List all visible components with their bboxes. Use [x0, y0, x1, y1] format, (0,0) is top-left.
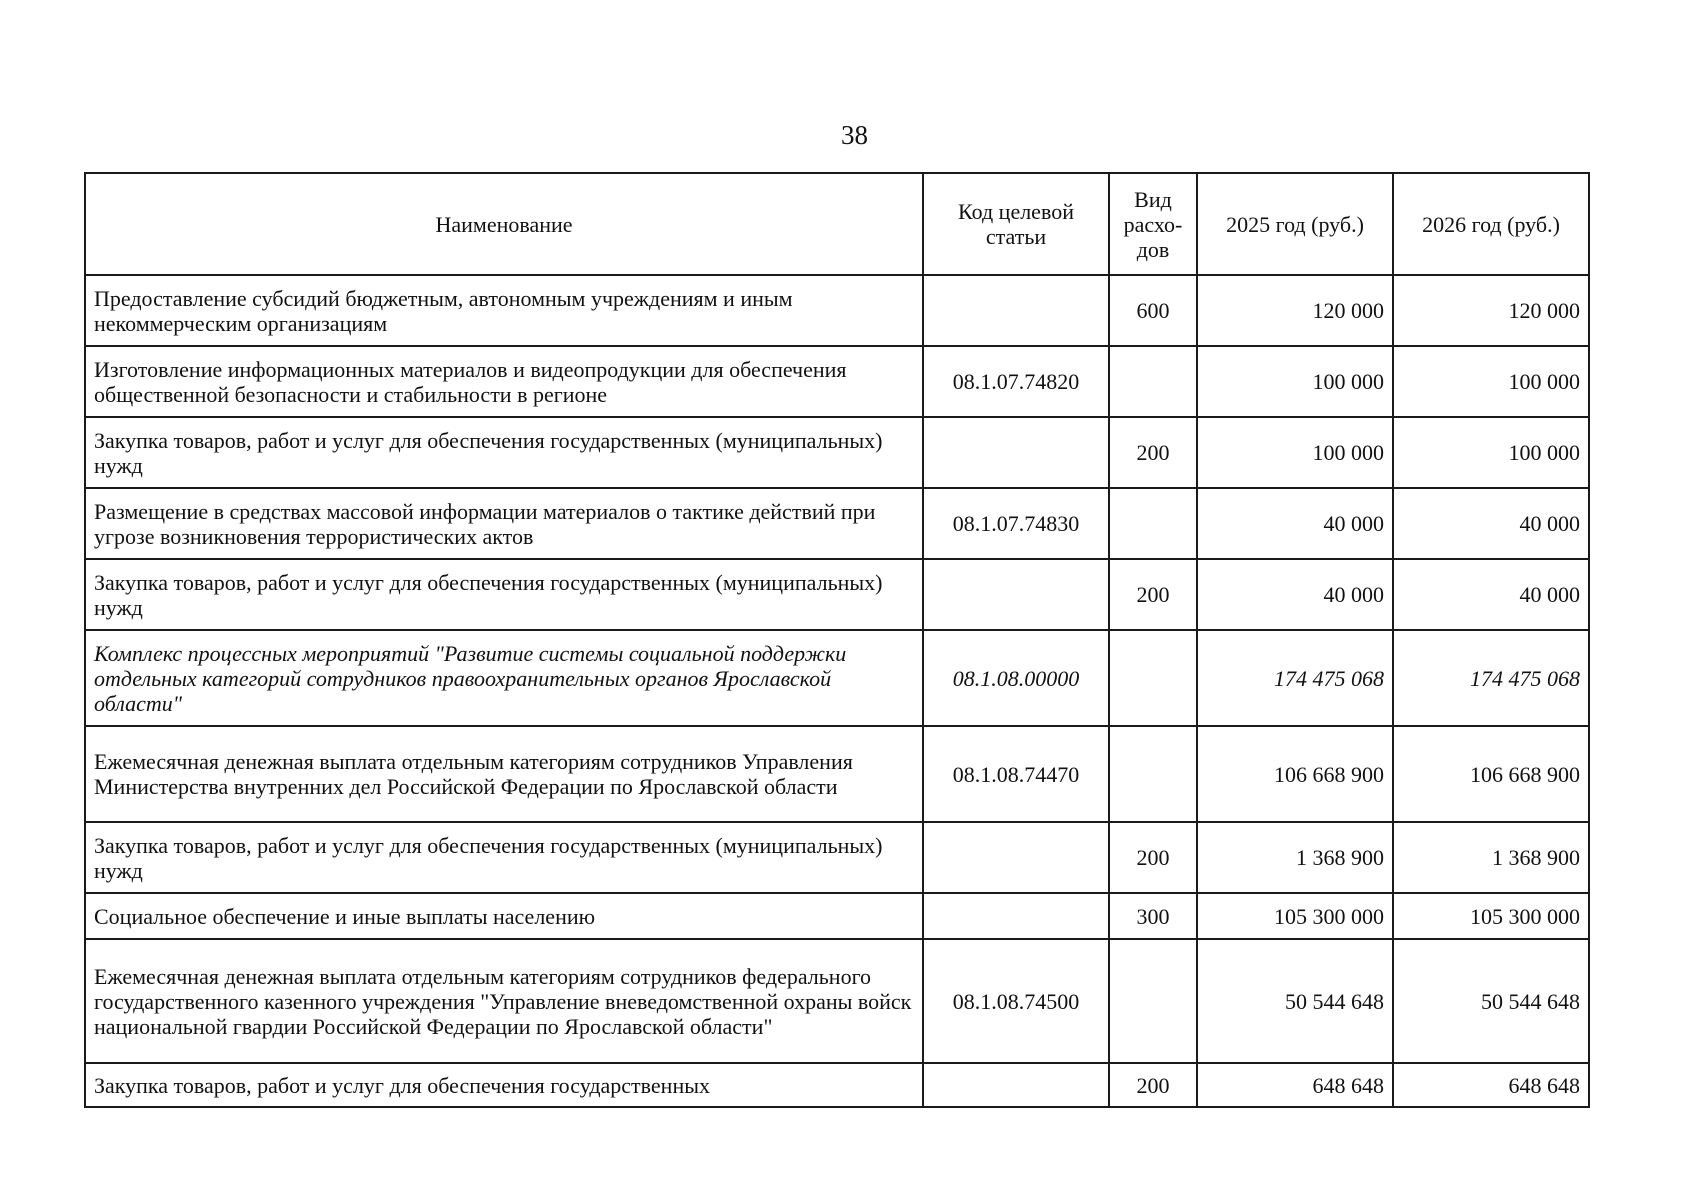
- row-kind: 300: [1109, 893, 1197, 939]
- row-2025: 100 000: [1197, 417, 1393, 488]
- row-kind: [1109, 346, 1197, 417]
- row-name: Комплекс процессных мероприятий "Развитие системы социальной поддержки отдельных категорий сотрудников правоохранительных органов Ярославской области": [85, 630, 923, 726]
- row-kind: [1109, 630, 1197, 726]
- table-row: [85, 822, 1589, 893]
- row-2025: 40 000: [1197, 559, 1393, 630]
- row-kind: 200: [1109, 559, 1197, 630]
- row-name: Социальное обеспечение и иные выплаты населению: [85, 893, 923, 939]
- row-2026: 106 668 900: [1393, 726, 1589, 822]
- row-2026: 174 475 068: [1393, 630, 1589, 726]
- header-2026: 2026 год (руб.): [1393, 173, 1589, 275]
- row-name: Размещение в средствах массовой информации материалов о тактике действий при угрозе возникновения террористических актов: [85, 488, 923, 559]
- header-name: Наименование: [85, 173, 923, 275]
- row-2025: 40 000: [1197, 488, 1393, 559]
- row-2026: 40 000: [1393, 488, 1589, 559]
- row-2025: 100 000: [1197, 346, 1393, 417]
- row-2025: 106 668 900: [1197, 726, 1393, 822]
- row-code: [923, 822, 1109, 893]
- row-name: Ежемесячная денежная выплата отдельным категориям сотрудников Управления Министерства внутренних дел Российской Федерации по Ярославской области: [85, 726, 923, 822]
- row-2025: 1 368 900: [1197, 822, 1393, 893]
- row-2026: 105 300 000: [1393, 893, 1589, 939]
- table-row: [85, 893, 1589, 939]
- table-body: [85, 275, 1589, 1107]
- row-name: Изготовление информационных материалов и видеопродукции для обеспечения общественной безопасности и стабильности в регионе: [85, 346, 923, 417]
- row-kind: [1109, 939, 1197, 1063]
- row-code: [923, 1063, 1109, 1107]
- row-name: Закупка товаров, работ и услуг для обеспечения государственных (муниципальных) нужд: [85, 417, 923, 488]
- row-kind: 200: [1109, 822, 1197, 893]
- row-code: [923, 275, 1109, 346]
- table-row: [85, 417, 1589, 488]
- row-code: 08.1.08.74470: [923, 726, 1109, 822]
- row-kind: [1109, 488, 1197, 559]
- row-2025: 648 648: [1197, 1063, 1393, 1107]
- table-row: [85, 726, 1589, 822]
- row-name: Ежемесячная денежная выплата отдельным категориям сотрудников федерального государственного казенного учреждения "Управление вневедомственной охраны войск национальной гвардии Российской Федерации по Ярославской области": [85, 939, 923, 1063]
- row-name: Закупка товаров, работ и услуг для обеспечения государственных: [85, 1063, 923, 1107]
- row-2026: 648 648: [1393, 1063, 1589, 1107]
- row-2025: 174 475 068: [1197, 630, 1393, 726]
- table-row: [85, 1063, 1589, 1107]
- row-code: [923, 417, 1109, 488]
- row-2025: 50 544 648: [1197, 939, 1393, 1063]
- row-2026: 100 000: [1393, 346, 1589, 417]
- row-code: 08.1.07.74830: [923, 488, 1109, 559]
- row-kind: [1109, 726, 1197, 822]
- row-kind: 600: [1109, 275, 1197, 346]
- table-row: [85, 275, 1589, 346]
- table-row: [85, 939, 1589, 1063]
- header-code: Код целевой статьи: [923, 173, 1109, 275]
- row-2026: 50 544 648: [1393, 939, 1589, 1063]
- header-2025: 2025 год (руб.): [1197, 173, 1393, 275]
- row-2026: 100 000: [1393, 417, 1589, 488]
- table-row: [85, 559, 1589, 630]
- row-name: Закупка товаров, работ и услуг для обеспечения государственных (муниципальных) нужд: [85, 822, 923, 893]
- row-code: 08.1.08.74500: [923, 939, 1109, 1063]
- row-code: [923, 893, 1109, 939]
- budget-table: [84, 172, 1590, 1108]
- row-2025: 120 000: [1197, 275, 1393, 346]
- table-row: [85, 630, 1589, 726]
- table-row: [85, 346, 1589, 417]
- row-code: 08.1.07.74820: [923, 346, 1109, 417]
- row-2025: 105 300 000: [1197, 893, 1393, 939]
- row-2026: 120 000: [1393, 275, 1589, 346]
- row-kind: 200: [1109, 1063, 1197, 1107]
- row-name: Закупка товаров, работ и услуг для обеспечения государственных (муниципальных) нужд: [85, 559, 923, 630]
- page-number: 38: [841, 120, 868, 150]
- row-code: 08.1.08.00000: [923, 630, 1109, 726]
- row-2026: 1 368 900: [1393, 822, 1589, 893]
- row-name: Предоставление субсидий бюджетным, автономным учреждениям и иным некоммерческим организациям: [85, 275, 923, 346]
- table-header-row: [85, 173, 1589, 275]
- row-2026: 40 000: [1393, 559, 1589, 630]
- row-code: [923, 559, 1109, 630]
- header-kind: Вид расхо-дов: [1109, 173, 1197, 275]
- row-kind: 200: [1109, 417, 1197, 488]
- table-row: [85, 488, 1589, 559]
